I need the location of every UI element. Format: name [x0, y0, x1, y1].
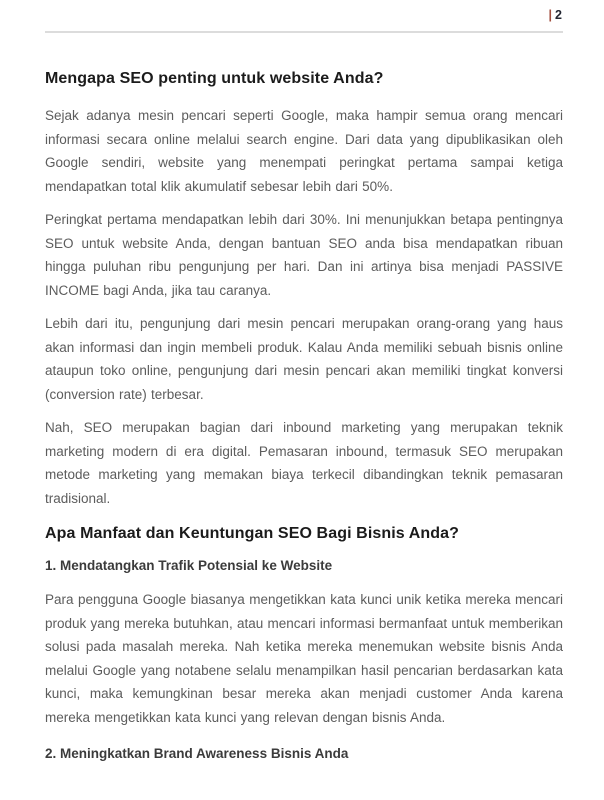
paragraph-inbound-marketing: Nah, SEO merupakan bagian dari inbound marketing yang merupakan teknik marketing modern di era digital. Pemasaran inbound, termasuk SEO merupakan metode marketing yang memakan biaya terkecil dibandingkan teknik pemasaran tradisional. [45, 420, 563, 506]
page-number [549, 8, 563, 22]
paragraph-google-keywords: Para pengguna Google biasanya mengetikkan kata kunci unik ketika mereka mencari produk yang mereka butuhkan, atau mencari informasi bermanfaat untuk memberikan solusi pada masalah mereka. Nah ketika mereka menemukan website bisnis Anda melalui Google yang notabene selalu menampilkan hasil pencarian berdasarkan kata kunci, maka kemungkinan besar mereka akan menjadi customer Anda karena mereka mengetikkan kata kunci yang relevan dengan bisnis Anda. [45, 592, 563, 725]
page-header [45, 0, 563, 23]
subheading-potential-traffic: 1. Mendatangkan Trafik Potensial ke Website [45, 558, 333, 573]
header-divider [45, 31, 563, 33]
paragraph-conversion-rate: Lebih dari itu, pengunjung dari mesin pencari merupakan orang-orang yang haus akan informasi dan ingin membeli produk. Kalau Anda memiliki sebuah bisnis online ataupun toko online, pengunjung dari mesin pencari akan memiliki tingkat konversi (conversion rate) terbesar. [45, 316, 563, 402]
section-heading-seo-benefits: Apa Manfaat dan Keuntungan SEO Bagi Bisnis Anda? [45, 525, 460, 542]
section-heading-why-seo-matters: Mengapa SEO penting untuk website Anda? [45, 70, 384, 87]
subheading-brand-awareness: 2. Meningkatkan Brand Awareness Bisnis Anda [45, 746, 349, 761]
paragraph-search-engine-data: Sejak adanya mesin pencari seperti Google, maka hampir semua orang mencari informasi secara online melalui search engine. Dari data yang dipublikasikan oleh Google sendiri, website yang menempati peringkat pertama sampai ketiga mendapatkan total klik akumulatif sebesar lebih dari 50%. [45, 108, 563, 194]
page-number-value: 2 [555, 8, 563, 22]
page-number-separator: | [548, 8, 554, 22]
paragraph-first-rank-passive-income: Peringkat pertama mendapatkan lebih dari 30%. Ini menunjukkan betapa pentingnya SEO untuk website Anda, dengan bantuan SEO anda bisa mendapatkan ribuan hingga puluhan ribu pengunjung per hari. Dan ini artinya bisa menjadi PASSIVE INCOME bagi Anda, jika tau caranya. [45, 212, 563, 298]
